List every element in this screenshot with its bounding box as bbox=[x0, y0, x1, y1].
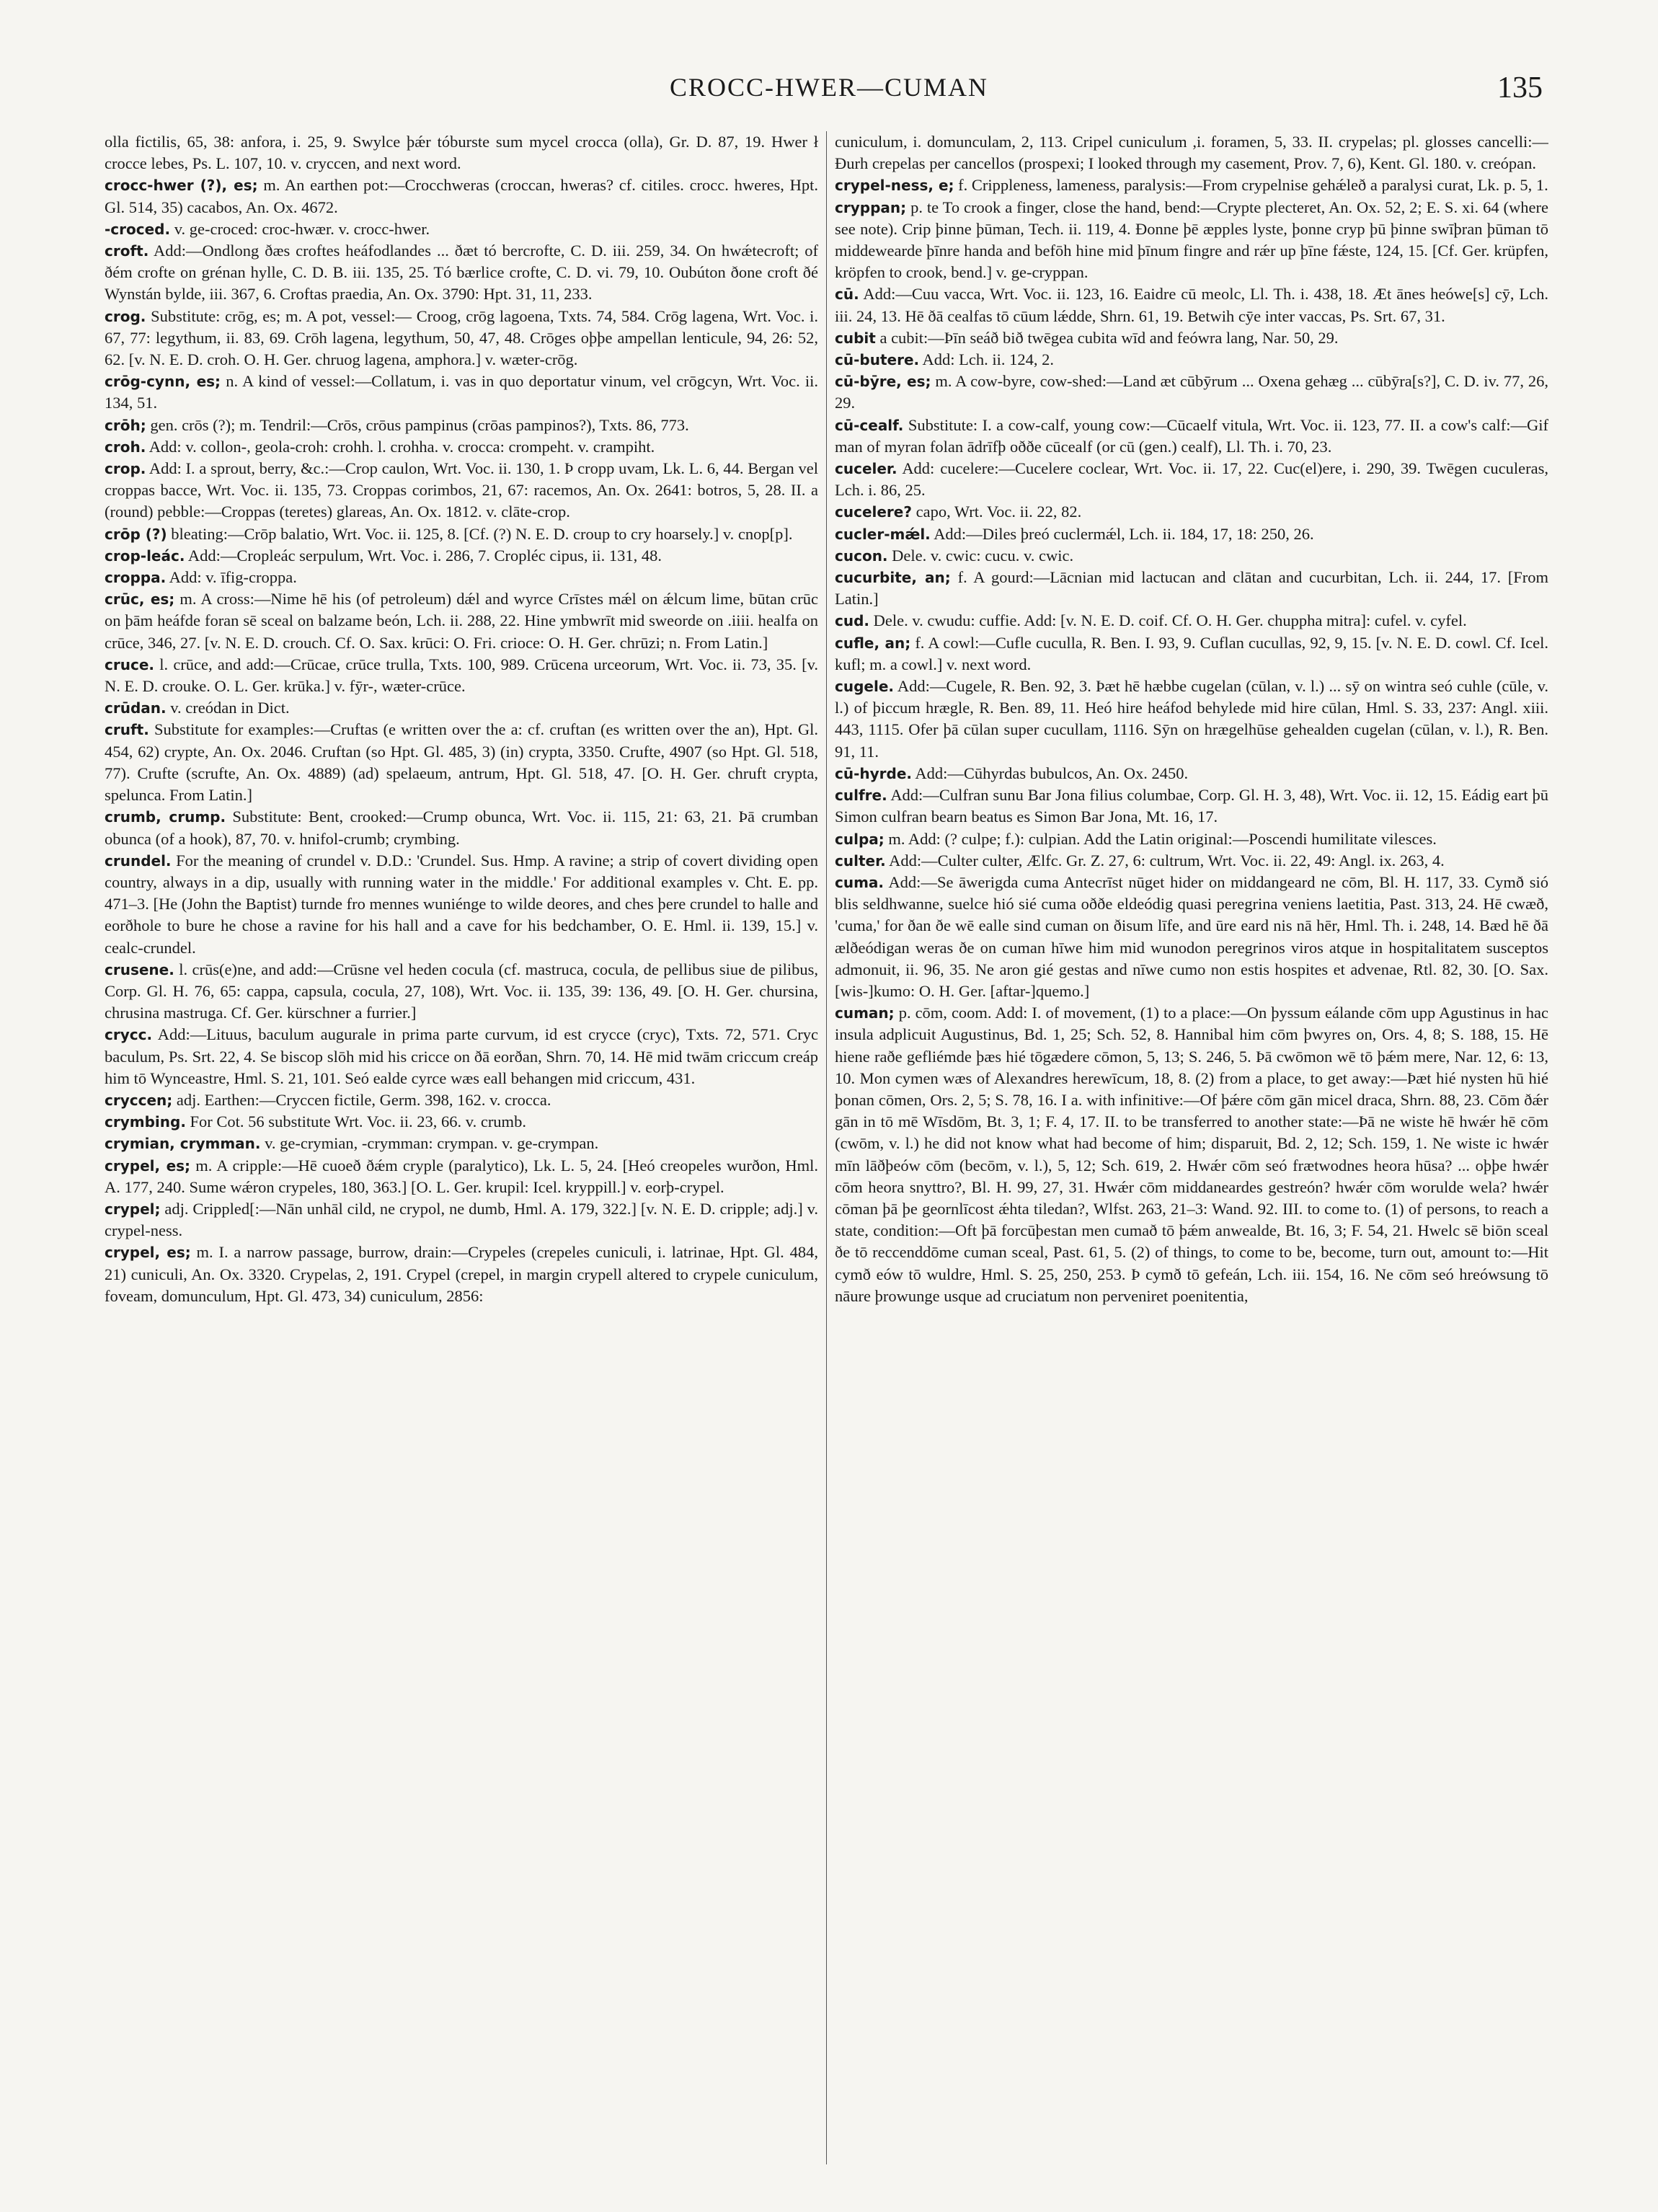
dictionary-entry bbox=[835, 1002, 1548, 1307]
dictionary-entry bbox=[105, 523, 818, 545]
entry-text: Dele. v. cwic: cucu. v. cwic. bbox=[892, 546, 1074, 565]
dictionary-entry bbox=[835, 501, 1548, 523]
entry-headword: cū. bbox=[835, 286, 859, 304]
entry-headword: crundel. bbox=[105, 851, 172, 870]
entry-headword: -croced. bbox=[105, 220, 171, 238]
dictionary-entry bbox=[105, 567, 818, 588]
entry-text: f. A gourd:—Lācnian mid lactucan and clātan and cucurbitan, Lch. ii. 244, 17. [From Latin.] bbox=[835, 568, 1548, 609]
entry-headword: cuceler. bbox=[835, 460, 897, 478]
entry-headword: crop-leác. bbox=[105, 547, 185, 565]
entry-text: f. Crippleness, lameness, paralysis:—From crypelnise gehǽleð a paralysi curat, Lk. p. 5, 1. bbox=[958, 176, 1548, 195]
entry-text: Substitute: crōg, es; m. A pot, vessel:— Croog, crōg lagoena, Txts. 74, 584. Crōg lagena, Wrt. Voc. i. 67, 77: legythum, ii. 83, 69. Crōh lagena, legythum, 50, 47, 48. Crōges oþþe ampellan lenticule, 94, 26: 52, 62. [v. N. E. D. croh. O. H. Ger. chruog lagena, amphora.] v. wæter-crōg. bbox=[105, 306, 818, 369]
entry-headword: crypel, es; bbox=[105, 1244, 191, 1262]
dictionary-entry bbox=[835, 131, 1548, 174]
entry-text: Add:—Diles þreó cuclermǽl, Lch. ii. 184, 17, 18: 250, 26. bbox=[934, 524, 1314, 543]
entry-text: For Cot. 56 substitute Wrt. Voc. ii. 23, 66. v. crumb. bbox=[190, 1112, 526, 1131]
entry-headword: crōg-cynn, es; bbox=[105, 373, 221, 391]
dictionary-entry bbox=[835, 349, 1548, 371]
dictionary-entry bbox=[835, 676, 1548, 763]
entry-text: p. te To crook a finger, close the hand, bend:—Crypte plecteret, An. Ox. 52, 2; E. S. xi. 64 (where see note). Crip þinne þūman, Tech. ii. 119, 4. Ðonne þē æpples lyste, þonne cryp þū þinne swīþran þūman tō middewearde þīnre handa and befōh hine mid þīnum fingre and rǽr up þīne fǽste, 124, 15. [Cf. Ger. krüpfen, kröpfen to crook, bend.] v. ge-cryppan. bbox=[835, 198, 1548, 282]
entry-headword: crōh; bbox=[105, 416, 146, 434]
dictionary-entry bbox=[105, 306, 818, 371]
left-column bbox=[105, 131, 818, 2164]
dictionary-entry bbox=[105, 458, 818, 523]
column-divider bbox=[826, 131, 827, 2164]
entry-headword: cū-bȳre, es; bbox=[835, 373, 931, 391]
running-head: CROCC-HWER—CUMAN bbox=[669, 73, 989, 102]
entry-headword: cruce. bbox=[105, 655, 154, 673]
entry-text: Substitute for examples:—Cruftas (e written over the a: cf. cruftan (es written over the an), Hpt. Gl. 454, 62) crypte, An. Ox. 2046. Cruftan (so Hpt. Gl. 485, 3) (in) crypta, 3350. Crufte, 4907 (so Hpt. Gl. 518, 77). Crufte (scrufte, An. Ox. 4889) (ad) spelaeum, antrum, Hpt. Gl. 518, 47. [O. H. Ger. chruft crypta, spelunca. From Latin.] bbox=[105, 720, 818, 805]
entry-headword: culfre. bbox=[835, 787, 887, 805]
entry-text: Add: cucelere:—Cucelere coclear, Wrt. Voc. ii. 17, 22. Cuc(el)ere, i. 290, 39. Twēgen cuculeras, Lch. i. 86, 25. bbox=[835, 459, 1548, 500]
entry-headword: cryccen; bbox=[105, 1091, 173, 1109]
entry-text: m. An earthen pot:—Crocchweras (croccan, hweras? cf. citiles. crocc. hweres, Hpt. Gl. 514, 35) cacabos, An. Ox. 4672. bbox=[105, 176, 818, 216]
dictionary-entry bbox=[105, 806, 818, 849]
dictionary-entry bbox=[105, 1133, 818, 1154]
entry-text: Add: v. īfig-croppa. bbox=[169, 568, 297, 587]
dictionary-entry bbox=[105, 654, 818, 697]
entry-headword: cuman; bbox=[835, 1004, 895, 1022]
dictionary-entry bbox=[105, 697, 818, 719]
entry-text: m. A cross:—Nime hē his (of petroleum) dǽl and wyrce Crīstes mǽl on ǽlcum lime, būtan crūc on þām heáfde foran sē sceal on balzame beón, Lch. ii. 288, 22. Hine ymbwrīt mid sweorde on .iiii. healfa on crūce, 346, 27. [v. N. E. D. crouch. Cf. O. Sax. krūci: O. Fri. crioce: O. H. Ger. chrūzi; n. From Latin.] bbox=[105, 590, 818, 652]
entry-text: Add:—Cugele, R. Ben. 92, 3. Þæt hē hæbbe cugelan (cūlan, v. l.) ... sȳ on wintra seó cuhle (cūle, v. l.) of þiccum hrægle, R. Ben. 89, 11. Heó hire heáfod behylede mid hire cūlan, Hml. S. 33, 237: Angl. xiii. 443, 1115. Ofer þā cūlan super cucullam, 1116. Sȳn on hrægelhūse gehealden cugelan (cūlan, v. l.), R. Ben. 91, 11. bbox=[835, 677, 1548, 761]
entry-headword: crypel, es; bbox=[105, 1156, 191, 1174]
entry-headword: crypel-ness, e; bbox=[835, 177, 954, 195]
entry-headword: croppa. bbox=[105, 569, 167, 587]
entry-headword: cū-cealf. bbox=[835, 416, 904, 434]
dictionary-entry bbox=[105, 218, 818, 240]
dictionary-entry bbox=[835, 632, 1548, 676]
entry-headword: crymbing. bbox=[105, 1113, 186, 1131]
entry-text: m. Add: (? culpe; f.): culpian. Add the Latin original:—Poscendi humilitate vilesces. bbox=[888, 829, 1437, 848]
entry-headword: crōp (?) bbox=[105, 525, 167, 543]
entry-headword: croft. bbox=[105, 242, 149, 260]
entry-headword: crog. bbox=[105, 307, 146, 325]
dictionary-entry bbox=[835, 174, 1548, 196]
dictionary-entry bbox=[105, 240, 818, 306]
dictionary-entry bbox=[105, 588, 818, 654]
entry-headword: crūdan. bbox=[105, 699, 167, 717]
entry-headword: cud. bbox=[835, 612, 870, 630]
entry-headword: crypel; bbox=[105, 1200, 161, 1218]
entry-text: cuniculum, i. domunculam, 2, 113. Cripel cuniculum ,i. foramen, 5, 33. II. crypelas; pl. glosses cancelli:—Ðurh crepelas per cancellos (prospexi; I looked through my casement, Prov. 7, 6), Kent. Gl. 180. v. creópan. bbox=[835, 133, 1548, 173]
entry-text: Add:—Cuu vacca, Wrt. Voc. ii. 123, 16. Eaidre cū meolc, Ll. Th. i. 438, 18. Æt ānes heówe[s] cȳ, Lch. iii. 24, 13. Hē ðā cealfas tō cūum lǽdde, Shrn. 61, 19. Betwih cȳe inter vaccas, Ps. Srt. 67, 31. bbox=[835, 285, 1548, 325]
entry-headword: cruft. bbox=[105, 721, 149, 739]
entry-text: Add: v. collon-, geola-croh: crohh. l. crohha. v. crocca: crompeht. v. crampiht. bbox=[148, 437, 655, 456]
entry-headword: crycc. bbox=[105, 1026, 153, 1044]
dictionary-entry bbox=[105, 174, 818, 218]
dictionary-entry bbox=[105, 959, 818, 1025]
entry-text: v. ge-crymian, -crymman: crympan. v. ge-crympan. bbox=[265, 1134, 599, 1153]
entry-text: v. ge-croced: croc-hwær. v. crocc-hwer. bbox=[174, 219, 430, 238]
entry-text: l. crūce, and add:—Crūcae, crūce trulla, Txts. 100, 989. Crūcena urceorum, Wrt. Voc. ii. 73, 35. [v. N. E. D. crouke. O. L. Ger. krūka.] v. fȳr-, wæter-crūce. bbox=[105, 655, 818, 696]
entry-headword: cucon. bbox=[835, 547, 888, 565]
entry-headword: cū-butere. bbox=[835, 351, 920, 369]
entry-text: Add:—Cropleác serpulum, Wrt. Voc. i. 286, 7. Cropléc cipus, ii. 131, 48. bbox=[187, 546, 662, 565]
entry-headword: culpa; bbox=[835, 830, 885, 848]
dictionary-entry bbox=[835, 415, 1548, 458]
dictionary-entry bbox=[105, 1089, 818, 1111]
entry-headword: crop. bbox=[105, 460, 146, 478]
entry-text: Add: Lch. ii. 124, 2. bbox=[922, 350, 1054, 369]
dictionary-entry bbox=[105, 131, 818, 174]
dictionary-entry bbox=[835, 545, 1548, 567]
entry-text: capo, Wrt. Voc. ii. 22, 82. bbox=[916, 503, 1082, 521]
entry-text: n. A kind of vessel:—Collatum, i. vas in quo deportatur vinum, vel crōgcyn, Wrt. Voc. ii. 134, 51. bbox=[105, 372, 818, 412]
entry-text: m. A cripple:—Hē cuoeð ðǽm cryple (paralytico), Lk. L. 5, 24. [Heó creopeles wurðon, Hml. A. 177, 240. Sume wǽron crypeles, 180, 363.] [O. L. Ger. krupil: Icel. kryppill.] v. eorþ-crypel. bbox=[105, 1156, 818, 1196]
entry-text: Add:—Culfran sunu Bar Jona filius columbae, Corp. Gl. H. 3, 48), Wrt. Voc. ii. 12, 15. Eádig eart þū Simon culfran bearn beatus es Simon Bar Jona, Mt. 16, 17. bbox=[835, 786, 1548, 826]
entry-text: adj. Crippled[:—Nān unhāl cild, ne crypol, ne dumb, Hml. A. 179, 322.] [v. N. E. D. cripple; adj.] v. crypel-ness. bbox=[105, 1199, 818, 1240]
entry-text: Add:—Se āwerigda cuma Antecrīst nūget hider on middangeard ne cōm, Bl. H. 117, 33. Cymð sió blis seldhwanne, suelce hió sié cuma oððe eldeódig quasi peregrina veniens laetitia, Past. 313, 24. Hē cwæð, 'cuma,' for ðan ðe wē ealle sind cuman on ðisum līfe, and ūre eard nis nā hēr, Hml. Th. i. 248, 14. Bæd hē ðā ælðeódigan weras ðe on cuman hīwe him mid wunodon peregrinos viros atque in hospitalitatem susceptos admonuit, ii. 96, 35. Ne aron gié gestas and nīwe cumo non estis hospites et advenae, Rtl. 82, 30. [O. Sax. [wis-]kumo: O. H. Ger. [aftar-]quemo.] bbox=[835, 872, 1548, 1000]
entry-headword: cufle, an; bbox=[835, 634, 911, 652]
entry-headword: cū-hyrde. bbox=[835, 764, 913, 782]
dictionary-entry bbox=[835, 458, 1548, 501]
dictionary-entry bbox=[105, 1242, 818, 1307]
dictionary-entry bbox=[835, 371, 1548, 414]
page-number: 135 bbox=[1497, 71, 1543, 105]
entry-text: f. A cowl:—Cufle cuculla, R. Ben. I. 93, 9. Cuflan cucullas, 92, 9, 15. [v. N. E. D. cowl. Cf. Icel. kufl; m. a cowl.] v. next word. bbox=[835, 633, 1548, 673]
entry-headword: cuma. bbox=[835, 873, 885, 891]
entry-text: Add:—Ondlong ðæs croftes heáfodlandes ... ðæt tó bercrofte, C. D. iii. 259, 34. On hwǽtecroft; of ðém crofte on grénan hylle, C. D. B. iii. 135, 25. Tó bærlice crofte, C. D. vi. 79, 10. Oubúton ðone croft ðé Wynstán bylde, iii. 367, 6. Croftas praedia, An. Ox. 3790: Hpt. 31, 11, 233. bbox=[105, 242, 818, 304]
dictionary-entry bbox=[835, 197, 1548, 284]
dictionary-entry bbox=[105, 415, 818, 436]
right-column bbox=[835, 131, 1548, 2164]
dictionary-entry bbox=[835, 763, 1548, 784]
entry-headword: cucler-mǽl. bbox=[835, 525, 931, 543]
entry-text: m. A cow-byre, cow-shed:—Land æt cūbȳrum ... Oxena gehæg ... cūbȳra[s?], C. D. iv. 77, 26, 29. bbox=[835, 372, 1548, 412]
entry-text: a cubit:—Þīn seáð bið twēgea cubita wīd and feówra lang, Nar. 50, 29. bbox=[879, 328, 1339, 347]
dictionary-entry bbox=[835, 327, 1548, 349]
dictionary-entry bbox=[105, 1155, 818, 1198]
dictionary-entry bbox=[105, 1024, 818, 1089]
entry-text: olla fictilis, 65, 38: anfora, i. 25, 9. Swylce þǽr tóburste sum mycel crocca (olla), Gr. D. 87, 19. Hwer ł crocce lebes, Ps. L. 107, 10. v. cryccen, and next word. bbox=[105, 133, 818, 173]
dictionary-entry bbox=[105, 545, 818, 567]
entry-text: Add: I. a sprout, berry, &c.:—Crop caulon, Wrt. Voc. ii. 130, 1. Þ cropp uvam, Lk. L. 6, 44. Bergan vel croppas bacce, Wrt. Voc. ii. 135, 73. Croppas corimbos, 21, 67: racemos, An. Ox. 2641: botros, 5, 28. II. a (round) pebble:—Croppas (teretes) glareas, An. Ox. 1812. v. clāte-crop. bbox=[105, 459, 818, 521]
dictionary-entry bbox=[105, 436, 818, 458]
entry-text: Add:—Culter culter, Ælfc. Gr. Z. 27, 6: cultrum, Wrt. Voc. ii. 22, 49: Angl. ix. 263, 4. bbox=[889, 851, 1445, 870]
entry-headword: crusene. bbox=[105, 960, 174, 978]
entry-text: Substitute: Bent, crooked:—Crump obunca, Wrt. Voc. ii. 115, 21: 63, 21. Þā crumban obunca (of a hook), 87, 70. v. hnifol-crumb; crymbing. bbox=[105, 808, 818, 848]
entry-headword: cubit bbox=[835, 329, 876, 347]
entry-headword: crumb, crump. bbox=[105, 808, 226, 826]
entry-headword: cugele. bbox=[835, 678, 894, 696]
dictionary-entry bbox=[835, 872, 1548, 1002]
dictionary-entry bbox=[835, 784, 1548, 828]
entry-text: bleating:—Crōp balatio, Wrt. Voc. ii. 125, 8. [Cf. (?) N. E. D. croup to cry hoarsely.] v. cnop[p]. bbox=[171, 524, 793, 543]
entry-headword: cucurbite, an; bbox=[835, 569, 951, 587]
dictionary-entry bbox=[835, 850, 1548, 872]
entry-headword: culter. bbox=[835, 851, 886, 870]
dictionary-entry bbox=[835, 523, 1548, 545]
entry-headword: cryppan; bbox=[835, 198, 907, 216]
dictionary-entry bbox=[835, 283, 1548, 327]
entry-text: Dele. v. cwudu: cuffie. Add: [v. N. E. D. coif. Cf. O. H. Ger. chuppha mitra]: cufel. v. cyfel. bbox=[873, 611, 1467, 630]
entry-text: Substitute: I. a cow-calf, young cow:—Cūcaelf vitula, Wrt. Voc. ii. 123, 77. II. a cow's calf:—Gif man of myran folan ādrīfþ oððe cūcealf (or cū (gen.) cealf), Ll. Th. i. 70, 23. bbox=[835, 415, 1548, 456]
dictionary-entry bbox=[835, 610, 1548, 632]
dictionary-entry bbox=[105, 1111, 818, 1133]
entry-text: l. crūs(e)ne, and add:—Crūsne vel heden cocula (cf. mastruca, cocula, de pellibus siue de pilibus, Corp. Gl. H. 76, 65: cappa, capsula, cocula, 27, 108), Wrt. Voc. ii. 135, 39: 136, 49. [O. H. Ger. chursina, chrusina mastruga. Cf. Ger. kürschner a furrier.] bbox=[105, 960, 818, 1022]
entry-text: v. creódan in Dict. bbox=[170, 699, 290, 717]
entry-headword: crymian, crymman. bbox=[105, 1135, 261, 1153]
entry-text: adj. Earthen:—Cryccen fictile, Germ. 398, 162. v. crocca. bbox=[176, 1090, 551, 1109]
dictionary-entry bbox=[835, 567, 1548, 610]
dictionary-entry bbox=[105, 719, 818, 806]
entry-text: For the meaning of crundel v. D.D.: 'Crundel. Sus. Hmp. A ravine; a strip of covert dividing open country, always in a dip, usually with running water in the middle.' For additional examples v. Cht. E. pp. 471–3. [He (John the Baptist) turnde fro mennes wuniénge to wilde deores, and ches þere crundel to halle and eorðhole to bure he chose a ravine for his hall and a cave for his bedchamber, O. E. Hml. ii. 139, 15.] v. cealc-crundel. bbox=[105, 851, 818, 957]
entry-text: m. I. a narrow passage, burrow, drain:—Crypeles (crepeles cuniculi, i. latrinae, Hpt. Gl. 484, 21) cuniculi, An. Ox. 3320. Crypelas, 2, 191. Crypel (crepel, in margin crypell altered to crypele cuniculum, foveam, domunculum, Hpt. Gl. 473, 34) cuniculum, 2856: bbox=[105, 1243, 818, 1305]
dictionary-entry bbox=[835, 828, 1548, 850]
dictionary-entry bbox=[105, 371, 818, 414]
entry-text: gen. crōs (?); m. Tendril:—Crōs, crōus pampinus (crōas pampinos?), Txts. 86, 773. bbox=[150, 415, 689, 434]
entry-headword: cucelere? bbox=[835, 503, 912, 521]
dictionary-entry bbox=[105, 850, 818, 959]
entry-text: p. cōm, coom. Add: I. of movement, (1) to a place:—On þyssum eálande cōm upp Agustinus in hac insula adplicuit Augustinus, Bd. 1, 25; Sch. 52, 8. Hannibal him cōm þwyres on, Ors. 4, 8; S. 188, 15. Hē hiene raðe gefliémde þæs hié tōgædere cōmon, 5, 13; S. 246, 5. Þā cwōmon wē tō þǽm mere, Nar. 12, 6: 13, 10. Mon cymen wæs of Alexandres herewīcum, 18, 8. (2) from a place, to get away:—Þæt hié nysten hū hié þonan cōmen, Ors. 2, 5; S. 78, 16. I a. with infinitive:—Of þǽre cōm gān micel draca, Shrn. 88, 23. Cōm ðǽr gān in tō mē Wīsdōm, Bt. 3, 1; F. 4, 17. II. to be transferred to another state:—Þā ne wiste hē hwǽr hē cōm (cwōm, v. l.) he did not know what had become of him; disparuit, Bd. 2, 12; Sch. 159, 1. Ne wiste ic hwǽr mīn lāðþeów cōm (becōm, v. l.), 5, 12; Sch. 619, 2. Hwǽr cōm seó frætwodnes heora hūsa? ... oþþe hwǽr cōm heora snyttro?, Bl. H. 99, 27, 31. Hwǽr cōm middaneardes gestreón? hwǽr cōm woruldе wela? hwǽr cōman þā þe geornlīcost ǽhta tiledan?, Wlfst. 263, 21–3: Wand. 92. III. to come to. (1) of persons, to reach a state, condition:—Oft þā forcūþestan men cumað tō þǽm anwealde, Bt. 16, 3; F. 54, 21. Hwelc sē biōn sceal ðe tō reccenddōme cuman sceal, Past. 61, 5. (2) of things, to come to be, become, turn out, amount to:—Hit cymð eów tō wuldre, Hml. S. 25, 250, 253. Þ cymð tō gefeán, Lch. iii. 154, 16. Ne cōm seó hreówsung tō nāure þrowunge usque ad cruciatum non perveniret poenitentia, bbox=[835, 1004, 1548, 1305]
entry-headword: crocc-hwer (?), es; bbox=[105, 177, 258, 195]
entry-text: Add:—Cūhyrdas bubulcos, An. Ox. 2450. bbox=[915, 764, 1189, 782]
entry-headword: croh. bbox=[105, 438, 146, 456]
entry-headword: crūc, es; bbox=[105, 590, 175, 609]
dictionary-entry bbox=[105, 1198, 818, 1242]
entry-text: Add:—Lituus, baculum augurale in prima parte curvum, id est crycce (cryc), Txts. 72, 571. Cryc baculum, Ps. Srt. 22, 4. Se biscop slōh mid his cricce on ðā eorðan, Shrn. 70, 14. Hē mid twām criccum creáp him tō Wynceastre, Hml. S. 21, 101. Seó ealde cyrce wæs eall behangen mid criccum, 431. bbox=[105, 1025, 818, 1087]
